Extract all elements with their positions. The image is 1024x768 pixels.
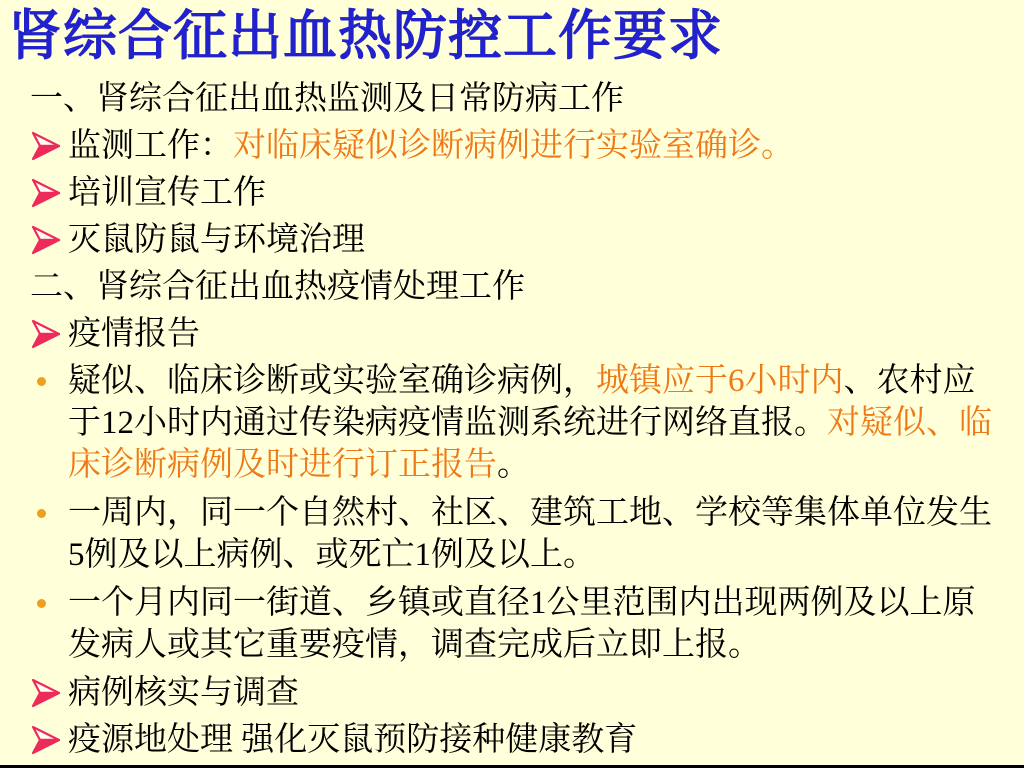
dot-bullet-icon: [30, 360, 68, 486]
text-content: [68, 125, 1004, 167]
text-content: [68, 360, 1004, 486]
arrow-bullet-icon: [30, 719, 68, 761]
text-segment-black: 一周内，同一个自然村、社区、建筑工地、学校等集体单位发生5例及以上病例、或死亡1例及以上。: [68, 494, 992, 573]
monitoring-work-item: [30, 125, 1004, 167]
text-segment-black: 一、肾综合征出血热监测及日常防病工作: [30, 80, 624, 117]
text-content: [68, 492, 1004, 576]
text-segment-black: 灭鼠防鼠与环境治理: [68, 221, 365, 258]
text-content: [30, 266, 1004, 308]
text-segment-black: 疫情报告: [68, 315, 200, 352]
arrow-bullet-icon: [30, 172, 68, 214]
section-heading-2: [30, 266, 1004, 308]
arrow-bullet-icon: [30, 313, 68, 355]
cluster-outbreak-item: [30, 492, 1004, 576]
section-heading-1: [30, 78, 1004, 120]
arrow-bullet-icon: [30, 125, 68, 167]
text-segment-black: 、农村应于12小时内通过传染病疫情监测系统进行网络直报。: [68, 362, 976, 441]
text-content: [68, 672, 1004, 714]
monthly-outbreak-item: [30, 582, 1004, 666]
reporting-timeline-item: [30, 360, 1004, 486]
slide-content: [0, 78, 1024, 761]
text-segment-orange: 城镇应于6小时内: [596, 362, 844, 399]
text-content: [68, 219, 1004, 261]
text-segment-black: 疑似、临床诊断或实验室确诊病例，: [68, 362, 596, 399]
text-content: [68, 172, 1004, 214]
text-segment-black: 疫源地处理 强化灭鼠预防接种健康教育: [68, 721, 638, 758]
training-publicity-item: [30, 172, 1004, 214]
focus-disposal-item: [30, 719, 1004, 761]
text-segment-orange: 对临床疑似诊断病例进行实验室确诊。: [233, 127, 794, 164]
text-content: [30, 78, 1004, 120]
text-segment-black: 培训宣传工作: [68, 174, 266, 211]
dot-bullet-icon: [30, 492, 68, 576]
text-segment-black: 。: [497, 446, 530, 483]
text-content: [68, 313, 1004, 355]
epidemic-report-item: [30, 313, 1004, 355]
text-segment-black: 病例核实与调查: [68, 674, 299, 711]
slide-title: 肾综合征出血热防控工作要求: [8, 6, 723, 66]
case-verification-item: [30, 672, 1004, 714]
text-segment-orange: 对疑似、临床诊断病例及时进行订正报告: [68, 404, 992, 483]
text-content: [68, 719, 1004, 761]
text-segment-black: 监测工作：: [68, 127, 233, 164]
rodent-control-item: [30, 219, 1004, 261]
arrow-bullet-icon: [30, 672, 68, 714]
arrow-bullet-icon: [30, 219, 68, 261]
text-segment-black: 一个月内同一街道、乡镇或直径1公里范围内出现两例及以上原发病人或其它重要疫情，调查完成后立即上报。: [68, 584, 976, 663]
text-content: [68, 582, 1004, 666]
text-segment-black: 二、肾综合征出血热疫情处理工作: [30, 268, 525, 305]
dot-bullet-icon: [30, 582, 68, 666]
